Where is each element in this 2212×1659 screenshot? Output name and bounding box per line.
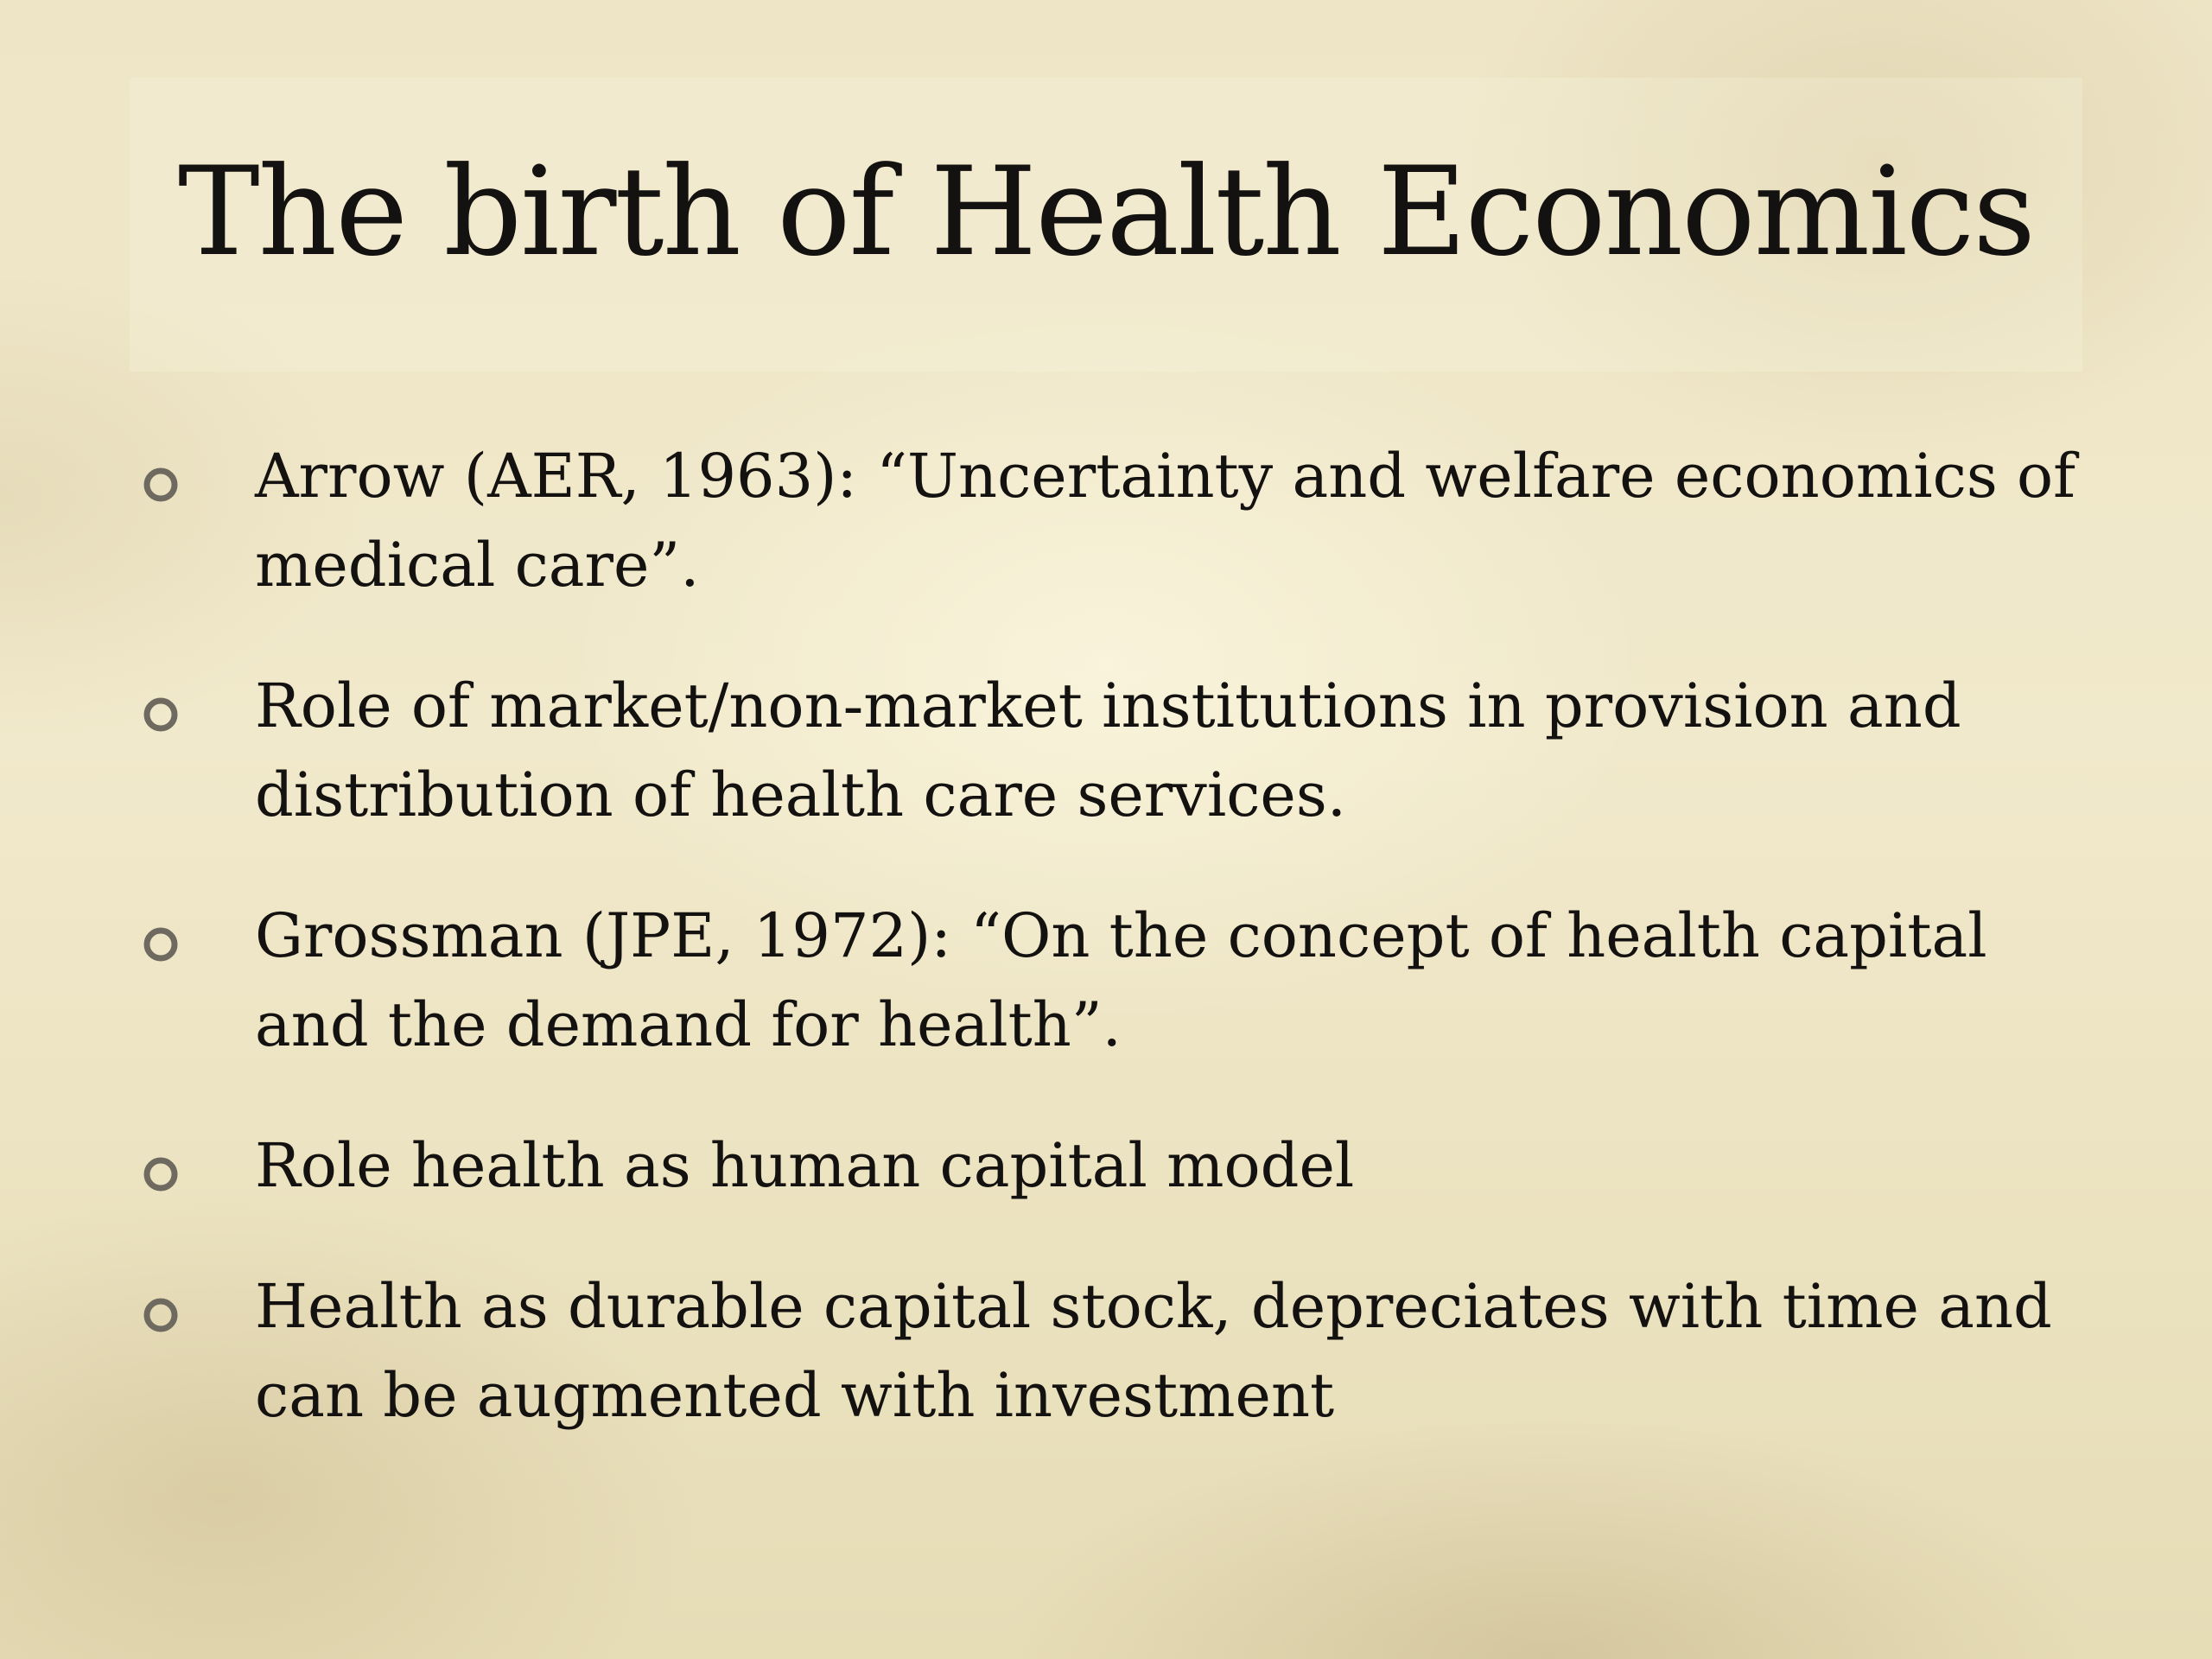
bullet-item — [138, 432, 2082, 610]
open-circle-icon — [142, 1155, 180, 1193]
bullet-item — [138, 892, 2082, 1070]
bullet-text: Arrow (AER, 1963): “Uncertainty and welfare economics of medical care”. — [255, 441, 2076, 601]
open-circle-icon — [142, 1296, 180, 1334]
bullet-text: Health as durable capital stock, depreciates with time and can be augmented with investment — [255, 1271, 2052, 1431]
open-circle-icon — [142, 696, 180, 734]
bullet-item — [138, 1262, 2082, 1440]
open-circle-icon — [142, 466, 180, 504]
bullet-list — [138, 432, 2082, 1492]
bullet-item — [138, 1122, 2082, 1211]
bullet-text: Role health as human capital model — [255, 1130, 1355, 1201]
bullet-text: Grossman (JPE, 1972): “On the concept of health capital and the demand for health”. — [255, 900, 1987, 1060]
open-circle-icon — [142, 925, 180, 963]
bullet-item — [138, 662, 2082, 840]
slide-title: The birth of Health Economics — [177, 141, 2035, 283]
bullet-text: Role of market/non-market institutions in provision and distribution of health care services. — [255, 671, 1961, 830]
